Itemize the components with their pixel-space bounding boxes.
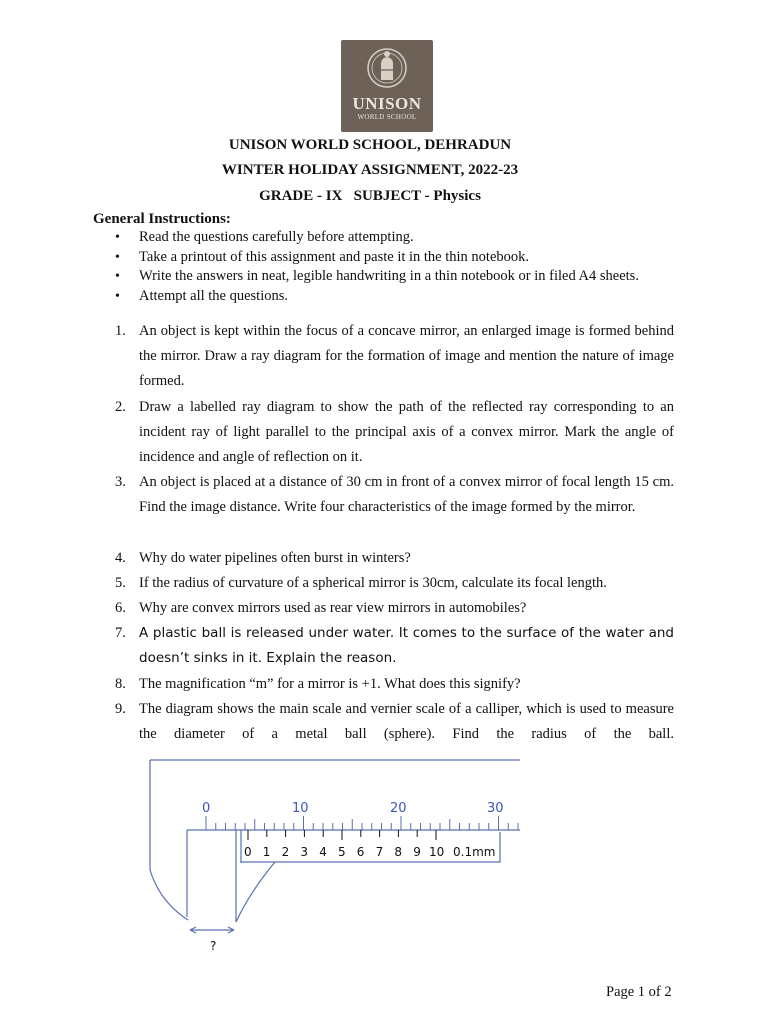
instruction-item: • Attempt all the questions. <box>115 287 695 307</box>
main-scale-label: 0 <box>202 801 211 816</box>
question-text: An object is kept within the focus of a concave mirror, an enlarged image is formed behind the mirror. Draw a ray diagram for the formation of image and mention the nature of image formed. <box>139 323 674 389</box>
question-number: 5. <box>115 575 126 591</box>
question-9 <box>115 697 674 747</box>
vernier-scale-label: 3 <box>300 845 309 859</box>
logo-name: UNISON <box>352 94 422 113</box>
question-6 <box>115 596 674 621</box>
main-scale-label: 10 <box>292 801 309 816</box>
question-2 <box>115 395 674 470</box>
instruction-item: • Read the questions carefully before attempting. <box>115 228 695 248</box>
main-scale-ticks <box>206 816 518 830</box>
question-text: A plastic ball is released under water. It comes to the surface of the water and doesn’t sinks in it. Explain the reason. <box>139 625 674 666</box>
vernier-scale-label: 6 <box>356 845 365 859</box>
question-3 <box>115 470 674 520</box>
question-text: If the radius of curvature of a spherical mirror is 30cm, calculate its focal length. <box>139 575 607 591</box>
main-scale-label: 20 <box>390 801 407 816</box>
question-number: 8. <box>115 676 126 692</box>
assignment-heading: WINTER HOLIDAY ASSIGNMENT, 2022-23 <box>221 162 519 178</box>
vernier-scale-label: 9 <box>413 845 421 859</box>
main-scale-label: 30 <box>487 801 504 816</box>
question-7 <box>115 621 674 671</box>
question-text: Why do water pipelines often burst in winters? <box>139 550 411 566</box>
question-4 <box>115 546 674 571</box>
question-8 <box>115 672 674 697</box>
gap-label: ? <box>210 939 217 953</box>
vernier-caliper-diagram <box>140 752 540 962</box>
question-number: 1. <box>115 323 126 339</box>
question-number: 2. <box>115 399 126 415</box>
vernier-scale-label: 8 <box>394 845 403 859</box>
vernier-scale-label: 4 <box>319 845 327 859</box>
question-number: 7. <box>115 625 126 641</box>
instructions-title: General Instructions: <box>93 211 231 227</box>
vernier-scale-label: 7 <box>375 845 384 859</box>
question-text: The diagram shows the main scale and vernier scale of a calliper, which is used to measure the diameter of a metal ball (sphere). Find the radius of the ball. <box>139 701 674 742</box>
school-logo <box>341 40 433 132</box>
question-number: 4. <box>115 550 126 566</box>
instruction-item: • Write the answers in neat, legible handwriting in a thin notebook or in filed A4 sheets. <box>115 267 695 287</box>
grade-subject-heading: GRADE - IX SUBJECT - Physics <box>259 188 481 204</box>
question-text: The magnification “m” for a mirror is +1. What does this signify? <box>139 676 521 692</box>
question-number: 9. <box>115 701 126 717</box>
vernier-scale-label: 1 <box>262 845 271 859</box>
instruction-item: • Take a printout of this assignment and paste it in the thin notebook. <box>115 248 695 268</box>
logo-subtitle: WORLD SCHOOL <box>357 113 417 121</box>
question-text: An object is placed at a distance of 30 cm in front of a convex mirror of focal length 15 cm. Find the image distance. Write four characteristics of the image formed by the mirror. <box>139 474 674 515</box>
question-number: 3. <box>115 474 126 490</box>
question-1 <box>115 319 674 394</box>
instructions-list <box>115 228 695 306</box>
question-5 <box>115 571 674 596</box>
question-text: Draw a labelled ray diagram to show the path of the reflected ray corresponding to an incident ray of light parallel to the principal axis of a convex mirror. Mark the angle of incidence and angle of reflection on it. <box>139 399 674 465</box>
vernier-scale-label: 10 <box>429 845 445 859</box>
vernier-scale-label: 0 <box>244 845 252 859</box>
page-number: Page 1 of 2 <box>606 984 672 1000</box>
vernier-scale-label: 5 <box>338 845 346 859</box>
vernier-unit-label: 0.1mm <box>453 845 496 859</box>
vernier-scale-ticks <box>248 830 436 840</box>
question-number: 6. <box>115 600 126 616</box>
question-text: Why are convex mirrors used as rear view mirrors in automobiles? <box>139 600 527 616</box>
vernier-scale-label: 2 <box>281 845 290 859</box>
school-heading: UNISON WORLD SCHOOL, DEHRADUN <box>228 137 512 153</box>
